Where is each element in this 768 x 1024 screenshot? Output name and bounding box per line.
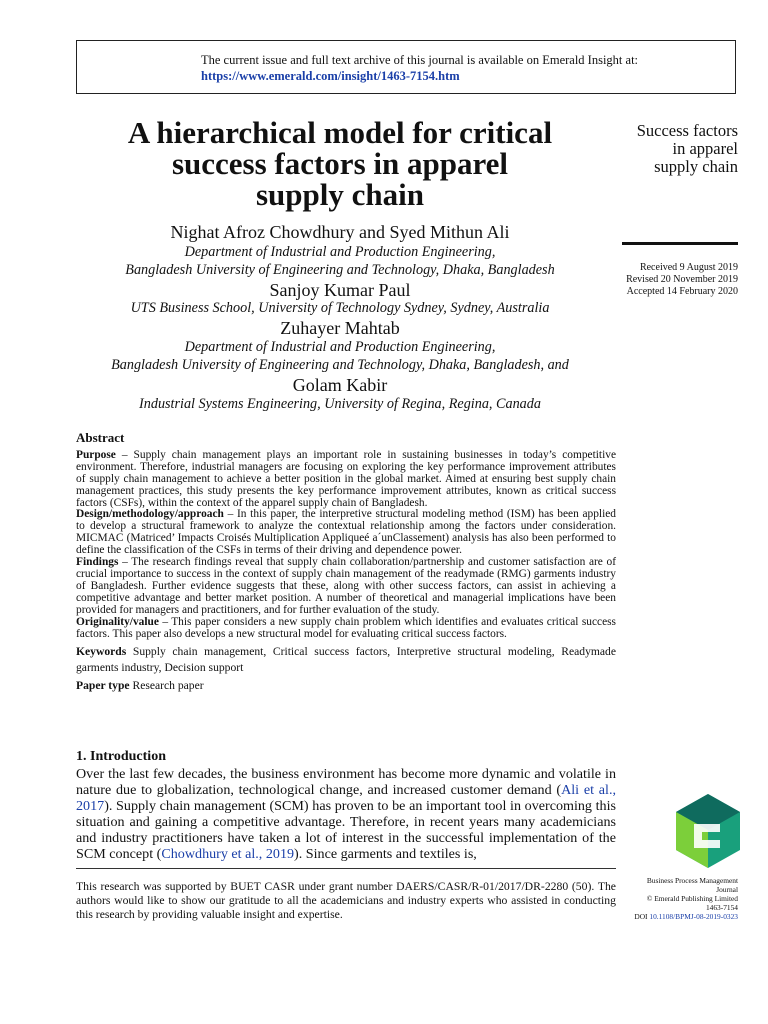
author-affiliation: Department of Industrial and Production Engineering, — [184, 339, 496, 355]
intro-text: ). Supply chain management (SCM) has proven to be an important tool in overcoming this situation and gaining a competitive advantage. Therefore, in recent years many academicians and industry practitioners have taken a lot of interest in the successful implementation of the SCM concept ( — [76, 798, 616, 862]
introduction-paragraph — [76, 766, 616, 862]
archive-notice-text: The current issue and full text archive of this journal is available on Emerald Insight at: — [201, 53, 639, 67]
journal-info — [600, 876, 738, 921]
abstract-purpose — [76, 450, 616, 510]
logo-graphic — [676, 794, 740, 868]
funding-footnote: This research was supported by BUET CASR under grant number DAERS/CASR/R-01/2017/DR-2280 (50). The authors would like to show our gratitude to all the academicians and industry experts who assisted in conducting this research by providing valuable insight and expertise. — [76, 880, 616, 921]
introduction-heading: 1. Introduction — [76, 749, 166, 764]
running-head — [600, 122, 738, 176]
received-date: Received 9 August 2019 — [639, 262, 738, 273]
abstract-originality — [76, 617, 616, 641]
author-name: Zuhayer Mahtab — [280, 318, 400, 338]
abstract-originality-text: – This paper considers a new supply chain problem which identifies and evaluates critical success factors. This paper also develops a new structural model for evaluating critical success factors. — [76, 615, 616, 640]
revised-date: Revised 20 November 2019 — [626, 274, 738, 285]
archive-notice-box — [76, 40, 736, 94]
abstract-findings-text: – The research findings reveal that supply chain collaboration/partnership and customer satisfaction are of crucial importance to success in the context of supply chain management of the readymade (RMG) garments industry of Bangladesh. Further evidence suggests that these, along with other success factors, can assist in achieving a competitive advantage and better market position. A number of theoretical and managerial implications have been provided for managers and practitioners, and for further evaluation of the study. — [76, 556, 616, 616]
doi-label: DOI — [634, 912, 648, 921]
intro-text: Over the last few decades, the business environment has become more dynamic and volatile in nature due to globalization, technological change, and increased customer demand ( — [76, 766, 616, 798]
keywords-label: Keywords — [76, 645, 127, 659]
running-head-line: supply chain — [654, 157, 738, 176]
author-affiliation: Bangladesh University of Engineering and Technology, Dhaka, Bangladesh, and — [111, 357, 569, 373]
paper-type-label: Paper type — [76, 679, 130, 693]
abstract-findings — [76, 557, 616, 617]
keywords-text: Supply chain management, Critical success factors, Interpretive structural modeling, Readymade garments industry, Decision support — [76, 645, 616, 675]
author-affiliation: Industrial Systems Engineering, University of Regina, Regina, Canada — [139, 396, 541, 412]
accepted-date: Accepted 14 February 2020 — [626, 286, 738, 297]
author-affiliation: Department of Industrial and Production Engineering, — [184, 244, 496, 260]
footnote-rule — [76, 868, 616, 869]
citation-link[interactable]: Ali et al., 2017 — [76, 782, 616, 814]
running-head-line: Success factors — [636, 121, 738, 140]
paper-title-line: supply chain — [255, 177, 424, 212]
running-head-line: in apparel — [672, 139, 738, 158]
abstract-design-text: – In this paper, the interpretive structural modeling method (ISM) has been applied to develop a structural framework to analyze the contextual relationship among the factors under consideration. MICMAC (Matriced’ Impacts Croisés Multiplication Appliqueé a´unClassement) analysis has also been performed to define the classification of the CSFs in terms of their driving and dependence power. — [76, 508, 616, 557]
introduction-section — [76, 749, 616, 862]
abstract-purpose-text: – Supply chain management plays an important role in sustaining businesses in today’s competitive environment. Therefore, industrial managers are focusing on exploring the key performance improvement attributes of supply chain management to achieve a better position in the global market. Aimed at ensuring best supply chain management practices, this study presents the key performance improvement attributes, known as critical success factors (CSFs), within the context of the apparel supply chain of Bangladesh. — [76, 448, 616, 509]
doi-link[interactable]: 10.1108/BPMJ-08-2019-0323 — [649, 912, 738, 921]
emerald-publishing-logo-icon — [676, 794, 740, 868]
journal-name: Journal — [716, 885, 738, 894]
paper-title — [80, 117, 600, 210]
abstract-keywords — [76, 644, 616, 676]
author-affiliation: Bangladesh University of Engineering and Technology, Dhaka, Bangladesh — [125, 262, 555, 278]
author-affiliation: UTS Business School, University of Technology Sydney, Sydney, Australia — [130, 300, 550, 316]
author-name: Nighat Afroz Chowdhury and Syed Mithun Ali — [170, 222, 510, 242]
paper-title-line: success factors in apparel — [171, 146, 509, 181]
citation-link[interactable]: Chowdhury et al., 2019 — [161, 846, 295, 862]
abstract-originality-label: Originality/value — [76, 615, 159, 628]
archive-notice-link[interactable]: https://www.emerald.com/insight/1463-7154.htm — [201, 69, 460, 83]
doi-line — [600, 912, 738, 921]
abstract-paper-type — [76, 678, 616, 694]
abstract-purpose-label: Purpose — [76, 448, 116, 461]
author-name: Sanjoy Kumar Paul — [269, 280, 411, 300]
paper-type-text: Research paper — [129, 679, 204, 693]
abstract-design-label: Design/methodology/approach — [76, 508, 224, 521]
abstract-section — [76, 432, 616, 694]
intro-text: ). Since garments and textiles is, — [294, 846, 477, 862]
abstract-design — [76, 509, 616, 557]
article-dates — [598, 262, 738, 298]
running-head-rule — [622, 242, 738, 245]
abstract-heading: Abstract — [76, 430, 125, 445]
paper-title-line: A hierarchical model for critical — [127, 115, 553, 150]
abstract-findings-label: Findings — [76, 556, 119, 569]
journal-name: Business Process Management — [646, 876, 738, 885]
issn: 1463-7154 — [705, 903, 738, 912]
author-name: Golam Kabir — [292, 375, 388, 395]
publisher: © Emerald Publishing Limited — [646, 894, 738, 903]
